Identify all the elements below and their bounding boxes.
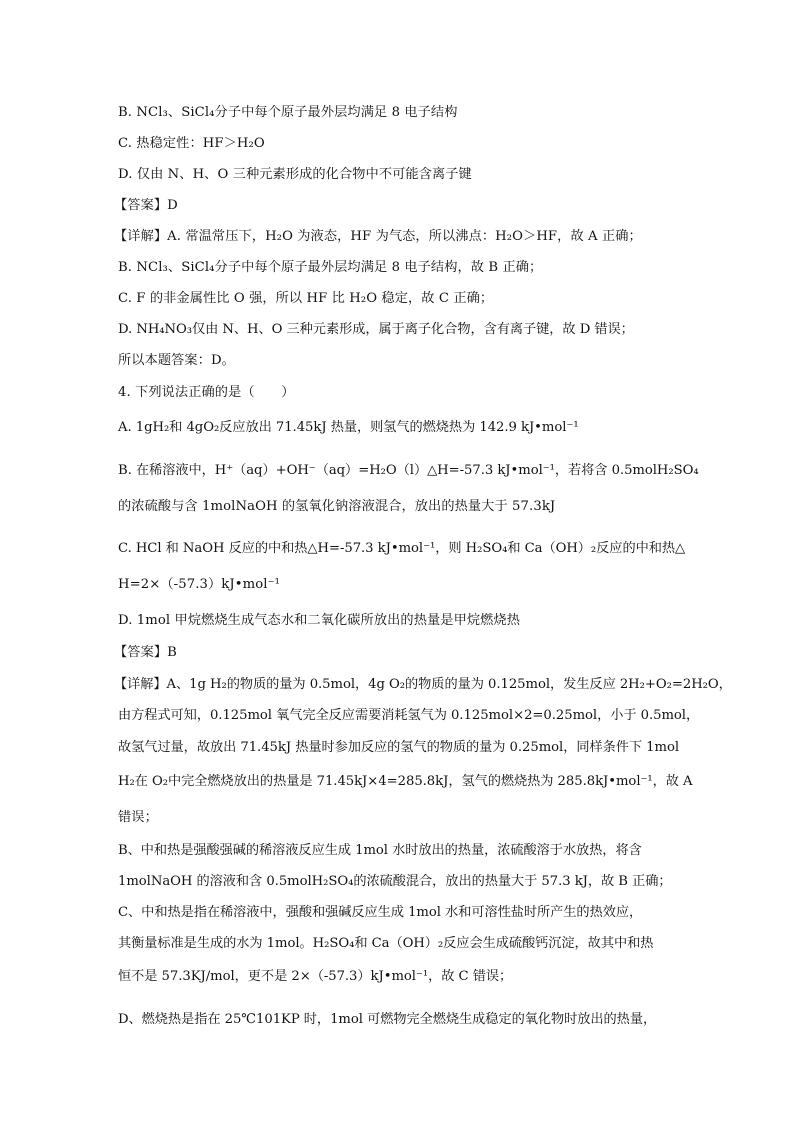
q4-option-a: A. 1gH₂和 4gO₂反应放出 71.45kJ 热量，则氢气的燃烧热为 142.9 kJ•mol⁻¹ xyxy=(118,420,579,435)
explanation-a-line: 【详解】A. 常温常压下，H₂O 为液态，HF 为气态，所以沸点：H₂O＞HF，故 A 正确； xyxy=(114,229,642,244)
q4-explanation-c-line1: C、中和热是指在稀溶液中，强酸和强碱反应生成 1mol 水和可溶性盐时所产生的热效应， xyxy=(118,905,643,920)
q4-option-b-line1: B. 在稀溶液中，H⁺（aq）+OH⁻（aq）=H₂O（l）△H=-57.3 kJ•mol⁻¹，若将含 0.5molH₂SO₄ xyxy=(118,463,699,478)
q4-option-d: D. 1mol 甲烷燃烧生成气态水和二氧化碳所放出的热量是甲烷燃烧热 xyxy=(118,613,521,628)
q4-explanation-a-line5: 错误； xyxy=(118,810,158,825)
q4-option-b-line2: 的浓硫酸与含 1molNaOH 的氢氧化钠溶液混合，放出的热量大于 57.3kJ xyxy=(118,499,556,514)
q4-explanation-c-line3: 恒不是 57.3KJ/mol，更不是 2×（-57.3）kJ•mol⁻¹，故 C 错误； xyxy=(118,969,513,984)
explanation-d-line: D. NH₄NO₃仅由 N、H、O 三种元素形成，属于离子化合物，含有离子键，故 D 错误； xyxy=(118,322,634,337)
option-b-line: B. NCl₃、SiCl₄分子中每个原子最外层均满足 8 电子结构 xyxy=(118,105,458,120)
q4-answer-line: 【答案】B xyxy=(114,645,177,660)
q4-explanation-d-line1: D、燃烧热是指在 25℃101KP 时，1mol 可燃物完全燃烧生成稳定的氧化物时放出的热量， xyxy=(118,1012,657,1027)
q4-option-c-line2: H=2×（-57.3）kJ•mol⁻¹ xyxy=(118,577,281,592)
explanation-c-line: C. F 的非金属性比 O 强，所以 HF 比 H₂O 稳定，故 C 正确； xyxy=(118,291,494,306)
question-4-stem: 4. 下列说法正确的是（ ） xyxy=(118,385,295,400)
q4-explanation-a-line1: 【详解】A、1g H₂的物质的量为 0.5mol，4g O₂的物质的量为 0.125mol，发生反应 2H₂+O₂=2H₂O， xyxy=(114,677,732,692)
option-d-line: D. 仅由 N、H、O 三种元素形成的化合物中不可能含离子键 xyxy=(118,167,472,182)
q4-explanation-b-line2: 1molNaOH 的溶液和含 0.5molH₂SO₄的浓硫酸混合，放出的热量大于 57.3 kJ，故 B 正确； xyxy=(118,874,672,889)
q4-explanation-a-line4: H₂在 O₂中完全燃烧放出的热量是 71.45kJ×4=285.8kJ，氢气的燃烧热为 285.8kJ•mol⁻¹，故 A xyxy=(118,774,693,789)
q4-option-c-line1: C. HCl 和 NaOH 反应的中和热△H=-57.3 kJ•mol⁻¹，则 H₂SO₄和 Ca（OH）₂反应的中和热△ xyxy=(118,541,686,556)
explanation-b-line: B. NCl₃、SiCl₄分子中每个原子最外层均满足 8 电子结构，故 B 正确； xyxy=(118,260,543,275)
conclusion-line: 所以本题答案：D。 xyxy=(118,353,235,368)
answer-line: 【答案】D xyxy=(114,198,178,213)
option-c-line: C. 热稳定性：HF＞H₂O xyxy=(118,136,265,151)
q4-explanation-b-line1: B、中和热是强酸强碱的稀溶液反应生成 1mol 水时放出的热量，浓硫酸溶于水放热，将含 xyxy=(118,843,642,858)
q4-explanation-a-line2: 由方程式可知，0.125mol 氧气完全反应需要消耗氢气为 0.125mol×2=0.25mol，小于 0.5mol， xyxy=(118,708,700,723)
q4-explanation-c-line2: 其衡量标准是生成的水为 1mol。H₂SO₄和 Ca（OH）₂反应会生成硫酸钙沉淀，故其中和热 xyxy=(118,936,654,951)
q4-explanation-a-line3: 故氢气过量，故放出 71.45kJ 热量时参加反应的氢气的物质的量为 0.25mol，同样条件下 1mol xyxy=(118,740,680,755)
